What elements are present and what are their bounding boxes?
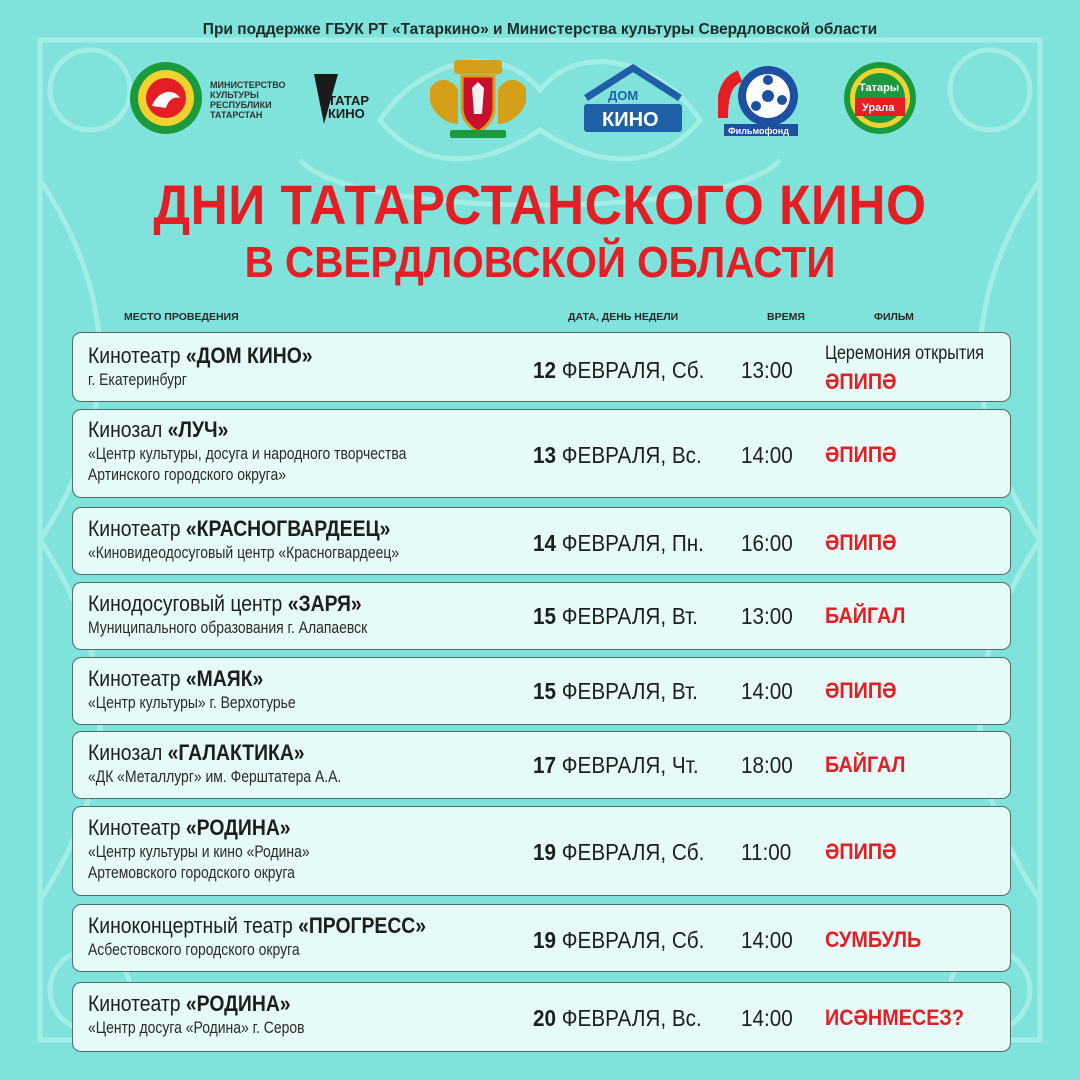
venue-type: Кинотеатр (88, 516, 186, 541)
venue-name: «ДОМ КИНО» (185, 343, 313, 368)
schedule-row (72, 582, 1011, 650)
venue-address: «Центр культуры, досуга и народного творчества (88, 444, 407, 463)
venue-name: «МАЯК» (185, 666, 264, 691)
film-title: ӘПИПӘ (825, 678, 897, 703)
schedule-row (72, 806, 1011, 896)
show-time: 11:00 (741, 839, 792, 865)
venue-address: Артемовского городского округа (88, 863, 295, 882)
schedule-row (72, 657, 1011, 725)
venue-type: Кинотеатр (88, 815, 186, 840)
film-title: СУМБУЛЬ (825, 927, 922, 952)
column-header-time: ВРЕМЯ (767, 311, 805, 323)
show-time: 14:00 (741, 927, 793, 953)
venue-address: г. Екатеринбург (88, 370, 187, 389)
date-day: 13 (533, 442, 557, 468)
show-time: 18:00 (741, 752, 793, 778)
show-time: 13:00 (741, 603, 793, 629)
date-month-weekday: ФЕВРАЛЯ, Сб. (556, 839, 705, 865)
show-time: 13:00 (741, 357, 793, 383)
venue-type: Кинотеатр (88, 991, 186, 1016)
venue-type: Кинотеатр (88, 666, 186, 691)
venue-name: «ЗАРЯ» (287, 591, 362, 616)
film-note: Церемония открытия (825, 343, 985, 364)
sverdlovsk-coat-of-arms (424, 58, 532, 140)
filmofond-text: Фильмофонд (728, 126, 789, 136)
date-day: 19 (533, 839, 557, 865)
tatary-urala-logo (842, 58, 918, 140)
date-month-weekday: ФЕВРАЛЯ, Сб. (556, 927, 705, 953)
venue-name: «ПРОГРЕСС» (298, 913, 427, 938)
column-header-film: ФИЛЬМ (874, 311, 914, 323)
logo-strip (0, 58, 1080, 140)
tatary-urala-text-1: Татары (859, 82, 900, 94)
date-month-weekday: ФЕВРАЛЯ, Вт. (556, 603, 698, 629)
tatary-urala-text-2: Урала (862, 102, 895, 114)
schedule-row (72, 731, 1011, 799)
show-time: 14:00 (741, 442, 793, 468)
film-title: БАЙГАЛ (825, 603, 906, 628)
venue-address: «Центр досуга «Родина» г. Серов (88, 1018, 305, 1037)
date-day: 15 (533, 603, 557, 629)
tatarstan-ministry-logo (128, 58, 288, 140)
schedule-row (72, 409, 1011, 498)
venue-name: «ГАЛАКТИКА» (167, 740, 305, 765)
date-month-weekday: ФЕВРАЛЯ, Сб. (556, 357, 705, 383)
venue-name: «КРАСНОГВАРДЕЕЦ» (185, 516, 391, 541)
film-title: ӘПИПӘ (825, 442, 897, 467)
ministry-text-4: ТАТАРСТАН (210, 110, 263, 120)
date-day: 17 (533, 752, 557, 778)
venue-type: Кинотеатр (88, 343, 186, 368)
venue-name: «РОДИНА» (185, 991, 291, 1016)
dom-kino-icon (580, 58, 686, 140)
date-month-weekday: ФЕВРАЛЯ, Вт. (556, 678, 698, 704)
column-header-date: ДАТА, ДЕНЬ НЕДЕЛИ (568, 311, 679, 323)
schedule-row (72, 507, 1011, 575)
tatary-urala-icon (842, 58, 918, 140)
venue-address: Асбестовского городского округа (88, 940, 300, 959)
venue-type: Киноконцертный театр (88, 913, 299, 938)
venue-address: Муниципального образования г. Алапаевск (88, 618, 368, 637)
date-day: 19 (533, 927, 557, 953)
venue-type: Кинозал (88, 417, 168, 442)
schedule-row (72, 904, 1011, 972)
support-text: При поддержке ГБУК РТ «Татаркино» и Министерства культуры Свердловской области (202, 21, 878, 38)
film-title: ӘПИПӘ (825, 839, 897, 864)
ministry-text-3: РЕСПУБЛИКИ (210, 100, 272, 110)
title-line-2: В СВЕРДЛОВСКОЙ ОБЛАСТИ (244, 238, 836, 287)
venue-address: «Центр культуры и кино «Родина» (88, 842, 310, 861)
venue-address: «Центр культуры» г. Верхотурье (88, 693, 296, 712)
show-time: 14:00 (741, 1005, 793, 1031)
title-line-1: ДНИ ТАТАРСТАНСКОГО КИНО (153, 173, 927, 236)
venue-type: Кинодосуговый центр (88, 591, 288, 616)
date-month-weekday: ФЕВРАЛЯ, Чт. (556, 752, 699, 778)
venue-type: Кинозал (88, 740, 168, 765)
tatarkino-logo (314, 58, 394, 140)
tatarstan-emblem-icon (128, 60, 204, 136)
filmofond-reel-icon (718, 58, 800, 140)
venue-address: «ДК «Металлург» им. Ферштатера А.А. (88, 767, 342, 786)
dom-kino-logo (580, 58, 686, 140)
tatarkino-text-1: ТАТАР (328, 93, 370, 108)
date-month-weekday: ФЕВРАЛЯ, Вс. (556, 442, 702, 468)
film-title: ИСӘНМЕСЕЗ? (825, 1005, 964, 1030)
venue-address: «Киновидеодосуговый центр «Красногвардеец» (88, 543, 400, 562)
show-time: 16:00 (741, 530, 793, 556)
date-month-weekday: ФЕВРАЛЯ, Вс. (556, 1005, 702, 1031)
tatarkino-text-2: КИНО (328, 106, 365, 121)
date-month-weekday: ФЕВРАЛЯ, Пн. (556, 530, 704, 556)
dom-kino-text-1: ДОМ (608, 88, 639, 103)
film-title: ӘПИПӘ (825, 369, 897, 394)
venue-address: Артинского городского округа» (88, 465, 286, 484)
show-time: 14:00 (741, 678, 793, 704)
film-title: ӘПИПӘ (825, 530, 897, 555)
date-day: 20 (533, 1005, 557, 1031)
coat-of-arms-icon (424, 58, 532, 140)
date-day: 14 (533, 530, 557, 556)
filmofond-logo (718, 58, 800, 140)
film-title: БАЙГАЛ (825, 752, 906, 777)
venue-name: «РОДИНА» (185, 815, 291, 840)
date-day: 12 (533, 357, 557, 383)
column-header-venue: МЕСТО ПРОВЕДЕНИЯ (124, 311, 239, 323)
ministry-text-2: КУЛЬТУРЫ (210, 90, 259, 100)
schedule-row (72, 982, 1011, 1052)
venue-name: «ЛУЧ» (167, 417, 229, 442)
ministry-text-1: МИНИСТЕРСТВО (210, 80, 286, 90)
dom-kino-text-2: КИНО (602, 109, 659, 131)
date-day: 15 (533, 678, 557, 704)
schedule-row (72, 332, 1011, 402)
